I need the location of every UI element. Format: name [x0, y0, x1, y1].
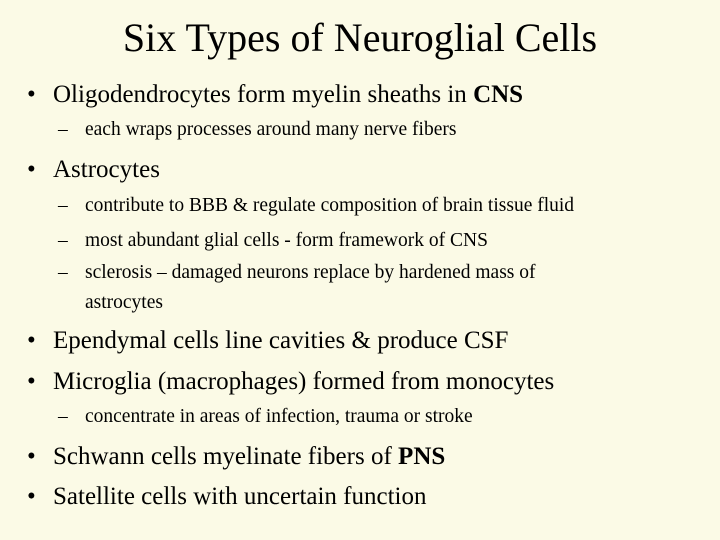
- sub-bullet-text: most abundant glial cells - form framework of CNS: [85, 230, 488, 251]
- dash-marker: –: [58, 119, 68, 140]
- bullet-text: Schwann cells myelinate fibers of: [53, 443, 399, 470]
- sub-bullet-microglia-1: [58, 406, 473, 428]
- bullet-marker: •: [27, 156, 36, 183]
- bullet-microglia: [27, 367, 554, 397]
- sub-bullet-astrocytes-2: [58, 230, 488, 252]
- bullet-text: Oligodendrocytes form myelin sheaths in: [53, 81, 474, 108]
- sub-bullet-oligodendrocytes-1: [58, 119, 456, 141]
- dash-marker: –: [58, 195, 68, 216]
- sub-bullet-astrocytes-1: [58, 195, 574, 217]
- bullet-ependymal: [27, 326, 508, 356]
- bullet-schwann: [27, 442, 445, 472]
- bullet-marker: •: [27, 443, 36, 470]
- sub-bullet-text: each wraps processes around many nerve fibers: [85, 119, 457, 140]
- bullet-emphasis: CNS: [473, 81, 524, 108]
- dash-marker: –: [58, 406, 68, 427]
- bullet-emphasis: PNS: [398, 443, 446, 470]
- dash-marker: –: [58, 230, 68, 251]
- bullet-text: Satellite cells with uncertain function: [53, 483, 427, 510]
- sub-bullet-astrocytes-3-continuation: astrocytes: [85, 292, 163, 313]
- bullet-marker: •: [27, 81, 36, 108]
- bullet-marker: •: [27, 483, 36, 510]
- sub-bullet-astrocytes-3: [58, 262, 536, 284]
- bullet-text: Microglia (macrophages) formed from monocytes: [53, 368, 555, 395]
- bullet-satellite: [27, 482, 427, 512]
- sub-bullet-text: contribute to BBB & regulate composition of brain tissue fluid: [85, 195, 575, 216]
- dash-marker: –: [58, 262, 68, 283]
- bullet-text: Astrocytes: [53, 156, 160, 183]
- sub-bullet-text: concentrate in areas of infection, trauma or stroke: [85, 406, 473, 427]
- bullet-marker: •: [27, 327, 36, 354]
- sub-bullet-text: sclerosis – damaged neurons replace by hardened mass of: [85, 262, 536, 283]
- bullet-marker: •: [27, 368, 36, 395]
- bullet-text: Ependymal cells line cavities & produce CSF: [53, 327, 509, 354]
- bullet-oligodendrocytes: [27, 80, 523, 110]
- slide-title: Six Types of Neuroglial Cells: [122, 15, 598, 60]
- bullet-astrocytes: [27, 155, 160, 185]
